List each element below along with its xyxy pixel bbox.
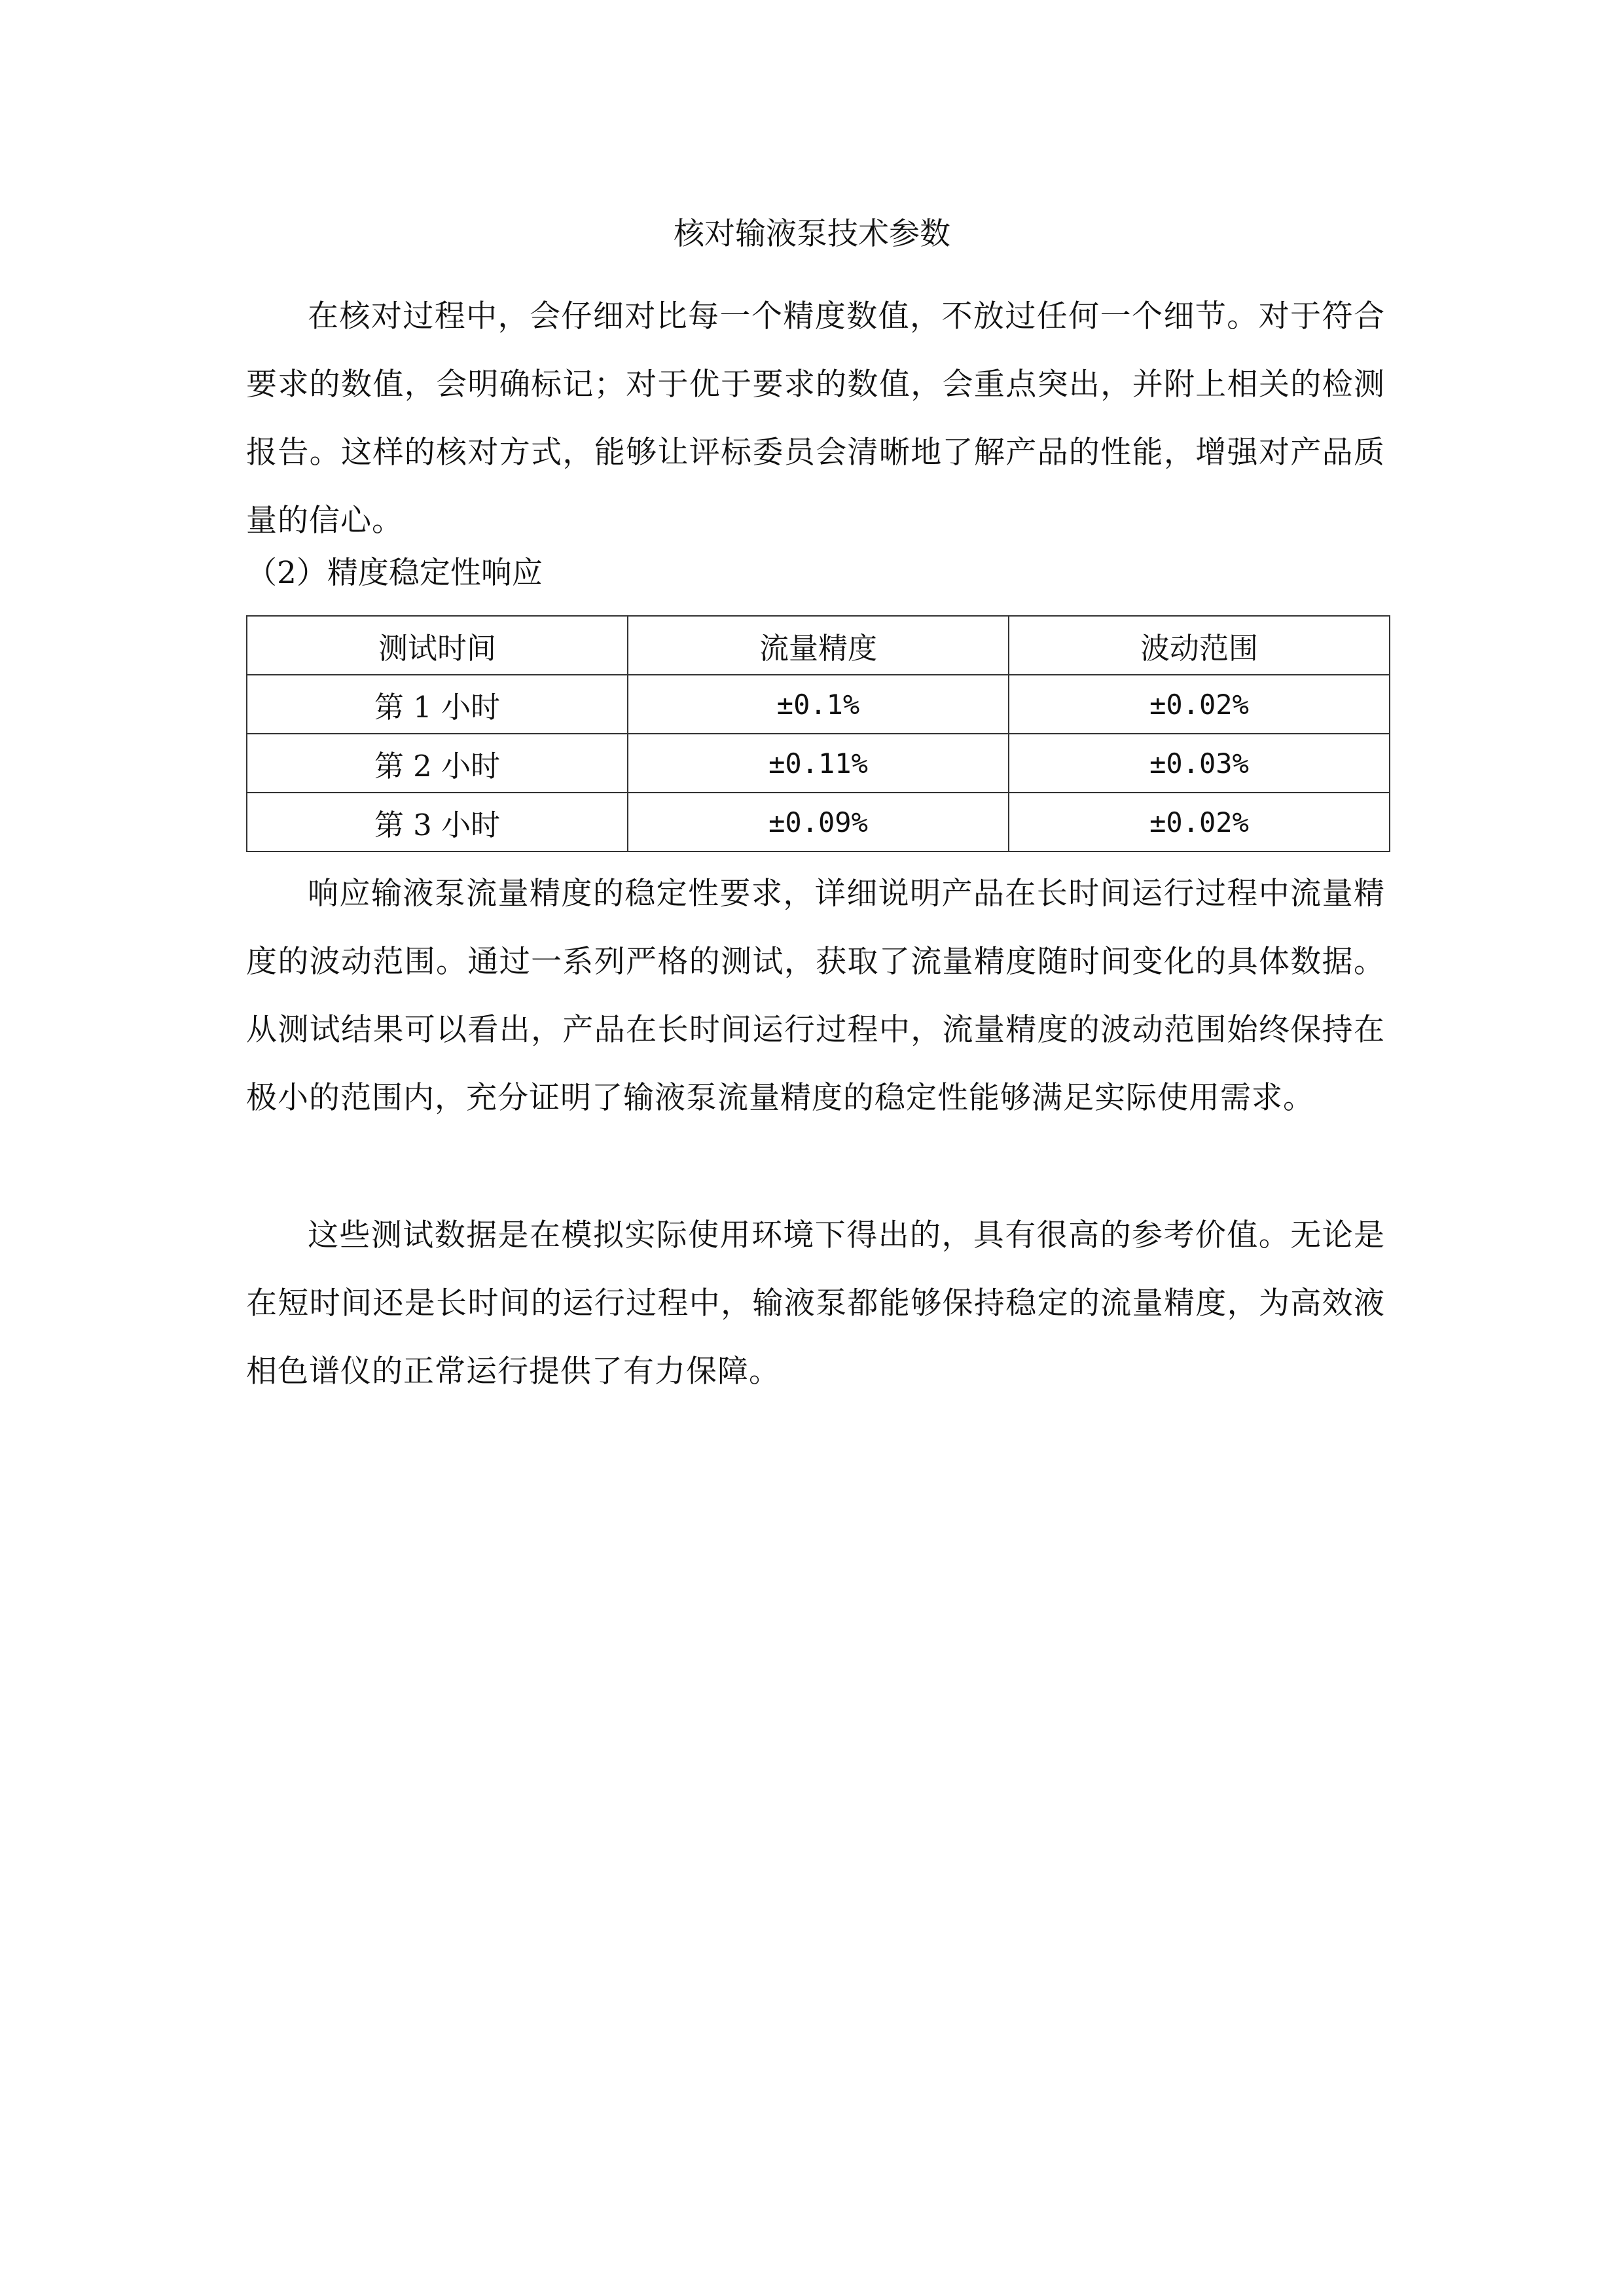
cell-flow-precision: ±0.09% bbox=[628, 793, 1009, 852]
document-title: 核对输液泵技术参数 bbox=[674, 216, 950, 252]
cell-fluctuation-range: ±0.02% bbox=[1009, 793, 1390, 852]
table-header-row bbox=[247, 616, 1390, 675]
cell-test-time: 第 3 小时 bbox=[247, 793, 628, 852]
table-row bbox=[247, 675, 1390, 734]
header-flow-precision: 流量精度 bbox=[628, 616, 1009, 675]
table-row bbox=[247, 793, 1390, 852]
precision-stability-table bbox=[246, 615, 1390, 852]
cell-flow-precision: ±0.11% bbox=[628, 734, 1009, 793]
header-test-time: 测试时间 bbox=[247, 616, 628, 675]
cell-test-time: 第 2 小时 bbox=[247, 734, 628, 793]
paragraph-test-conclusion: 这些测试数据是在模拟实际使用环境下得出的，具有很高的参考价值。无论是在短时间还是长时间的运行过程中，输液泵都能够保持稳定的流量精度，为高效液相色谱仪的正常运行提供了有力保障。 bbox=[246, 1217, 1385, 1390]
table-row bbox=[247, 734, 1390, 793]
section-heading: （2）精度稳定性响应 bbox=[246, 555, 543, 591]
cell-fluctuation-range: ±0.03% bbox=[1009, 734, 1390, 793]
paragraph-stability-response: 响应输液泵流量精度的稳定性要求，详细说明产品在长时间运行过程中流量精度的波动范围。通过一系列严格的测试，获取了流量精度随时间变化的具体数据。从测试结果可以看出，产品在长时间运行过程中，流量精度的波动范围始终保持在极小的范围内，充分证明了输液泵流量精度的稳定性能够满足实际使用需求。 bbox=[246, 876, 1385, 1116]
cell-test-time: 第 1 小时 bbox=[247, 675, 628, 734]
paragraph-verification: 在核对过程中，会仔细对比每一个精度数值，不放过任何一个细节。对于符合要求的数值，会明确标记；对于优于要求的数值，会重点突出，并附上相关的检测报告。这样的核对方式，能够让评标委员会清晰地了解产品的性能，增强对产品质量的信心。 bbox=[246, 298, 1385, 539]
header-fluctuation-range: 波动范围 bbox=[1009, 616, 1390, 675]
cell-flow-precision: ±0.1% bbox=[628, 675, 1009, 734]
cell-fluctuation-range: ±0.02% bbox=[1009, 675, 1390, 734]
